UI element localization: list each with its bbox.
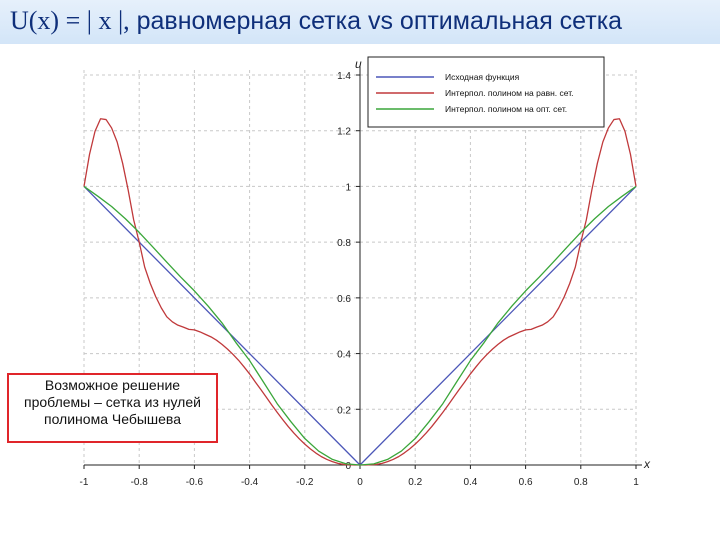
x-tick-label-8: 0.6 [518, 477, 533, 488]
legend-label-2: Интерпол. полином на опт. сет. [445, 104, 568, 114]
y-tick-label-6: 1.2 [337, 126, 351, 138]
legend-label-0: Исходная функция [445, 72, 520, 82]
legend-label-1: Интерпол. полином на равн. сет. [445, 88, 574, 98]
x-tick-label-9: 0.8 [573, 477, 588, 488]
title-function: U(x) = | x |, [10, 6, 130, 35]
x-tick-label-10: 1 [633, 477, 639, 488]
x-axis-label: x [644, 457, 650, 471]
y-tick-label-7: 1.4 [337, 71, 351, 82]
y-tick-label-2: 0.4 [337, 349, 351, 361]
callout-text: Возможное решение проблемы – сетка из нулей полинома Чебышева [24, 377, 201, 427]
x-tick-label-2: -0.6 [185, 477, 204, 488]
y-axis-label: u [355, 57, 362, 71]
y-tick-label-5: 1 [345, 182, 351, 194]
x-tick-label-5: 0 [357, 477, 363, 488]
x-tick-label-0: -1 [79, 477, 89, 488]
title-text: равномерная сетка vs оптимальная сетка [136, 7, 623, 35]
x-tick-label-6: 0.2 [408, 477, 423, 488]
y-tick-label-3: 0.6 [337, 293, 351, 305]
y-tick-label-0: 0 [345, 461, 351, 472]
y-tick-label-4: 0.8 [337, 238, 351, 250]
x-tick-label-4: -0.2 [296, 477, 314, 488]
y-tick-label-1: 0.2 [337, 405, 351, 417]
x-tick-label-3: -0.4 [240, 477, 259, 488]
x-tick-label-1: -0.8 [130, 477, 148, 488]
x-tick-label-7: 0.4 [463, 477, 478, 488]
callout-box [7, 373, 218, 443]
